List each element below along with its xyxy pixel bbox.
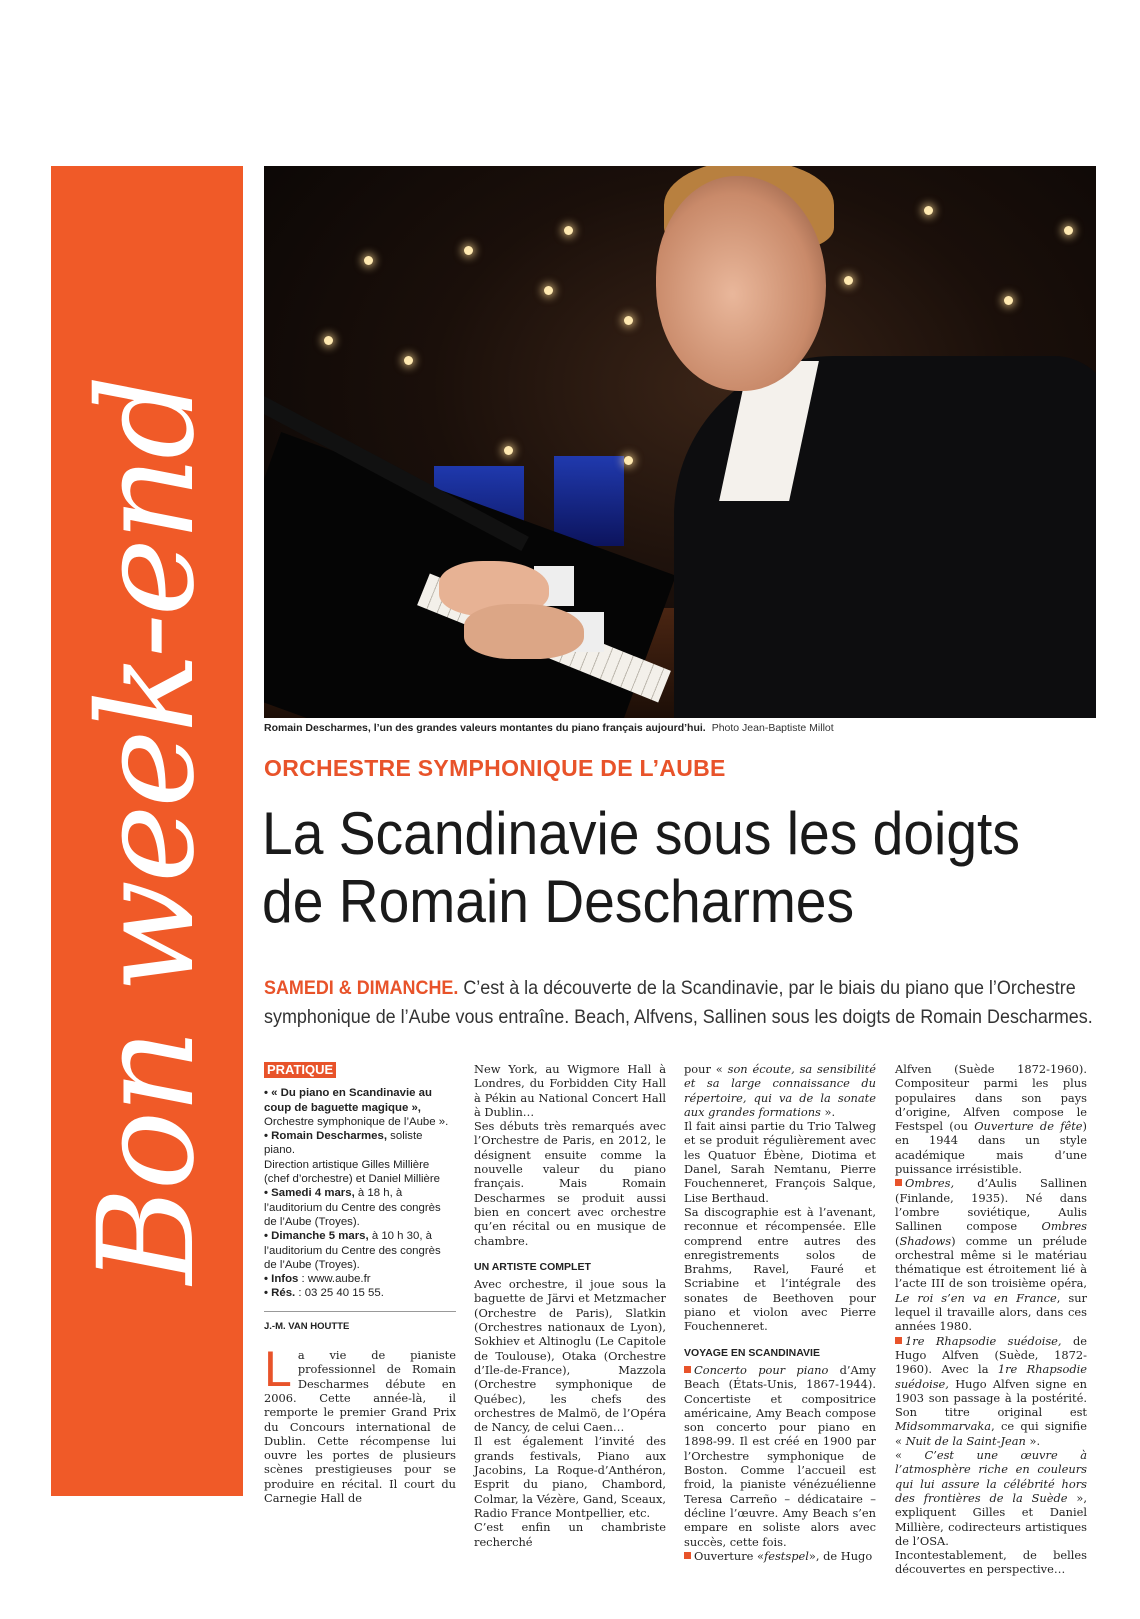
- pratique-line: [264, 1286, 456, 1300]
- pratique-bold: • Samedi 4 mars,: [264, 1187, 355, 1200]
- body-text: d’Aulis Sallinen (Finlande, 1935). Né dans l’ombre soviétique, Aulis Sallinen compose: [895, 1176, 1087, 1234]
- body-text: ».: [1025, 1433, 1041, 1448]
- pianist-photo: [264, 166, 1096, 718]
- pratique-bold: • Infos: [264, 1273, 299, 1286]
- body-paragraph: [684, 1363, 876, 1549]
- body-text: (: [895, 1233, 900, 1248]
- section-banner: [51, 166, 243, 1496]
- work-title: Ouverture de fête: [974, 1119, 1083, 1134]
- ceiling-light: [404, 356, 413, 365]
- pratique-bold: • Romain Descharmes,: [264, 1130, 388, 1143]
- caption-text: Romain Descharmes, l’un des grandes valeurs montantes du piano français aujourd’hui.: [264, 722, 706, 734]
- bullet-square-icon: [895, 1179, 902, 1186]
- ceiling-light: [844, 276, 853, 285]
- work-title: 1re Rhapsodie suédoise,: [895, 1362, 1087, 1391]
- body-text: , ce qui signifie «: [895, 1419, 1087, 1448]
- column-2: [474, 1062, 666, 1549]
- body-paragraph: [895, 1448, 1087, 1548]
- body-paragraph: [264, 1341, 456, 1506]
- ceiling-light: [1064, 226, 1073, 235]
- body-paragraph: C’est enfin un chambriste recherché: [474, 1520, 666, 1549]
- body-text: pour «: [684, 1062, 728, 1076]
- ceiling-light: [364, 256, 373, 265]
- standfirst-lead: SAMEDI & DIMANCHE.: [264, 977, 459, 999]
- work-title: festspel: [764, 1548, 809, 1563]
- body-text: ) comme un prélude orchestral même si le matériau thématique est étroitement lié à l’acte III de son troisième opéra,: [895, 1233, 1087, 1291]
- body-text: ».: [820, 1104, 836, 1119]
- work-title: Concerto pour piano: [694, 1362, 829, 1377]
- pratique-label: PRATIQUE: [264, 1062, 336, 1078]
- stage-light-panel: [554, 456, 624, 546]
- pratique-line: [264, 1229, 456, 1272]
- body-paragraph: [895, 1062, 1087, 1176]
- pratique-text: à 18 h, à l’auditorium du Centre des congrès de l’Aube (Troyes).: [264, 1187, 441, 1228]
- work-title: Shadows: [899, 1233, 952, 1248]
- body-text: , sur lequel il travaille alors, dans ces années 1980.: [895, 1290, 1088, 1334]
- pianist-face: [656, 176, 826, 391]
- body-text: a vie de pianiste professionnel de Romain Descharmes débute en 2006. Cette année-là, il remporte le premier Grand Prix du Concours international de Dublin. Cette récompense lui ouvre les portes de plusieurs scènes prestigieuses pour se produire en récital. Il court du Carnegie Hall de: [264, 1348, 456, 1506]
- pratique-text: : www.aube.fr: [298, 1273, 371, 1286]
- ceiling-light: [464, 246, 473, 255]
- pratique-line: [264, 1086, 456, 1129]
- ceiling-light: [504, 446, 513, 455]
- article-title: [262, 800, 1035, 936]
- body-paragraph: Il fait ainsi partie du Trio Talweg et se produit régulièrement avec les Quatuor Ébène, Diotima et Danel, Sarah Nemtanu, Pierre Fouchenneret, François Salque, Lise Berthaud.: [684, 1119, 876, 1205]
- bullet-square-icon: [684, 1366, 691, 1373]
- ceiling-light: [544, 286, 553, 295]
- subheading: VOYAGE EN SCANDINAVIE: [684, 1346, 820, 1359]
- pratique-line: [264, 1186, 456, 1229]
- body-paragraph: New York, au Wigmore Hall à Londres, du Forbidden City Hall à Pékin au National Concert Hall à Dublin…: [474, 1062, 666, 1119]
- ceiling-light: [624, 456, 633, 465]
- pratique-bold: • Rés.: [264, 1287, 296, 1300]
- pratique-line: Direction artistique Gilles Millière (chef d’orchestre) et Daniel Millière: [264, 1158, 440, 1186]
- article-kicker: ORCHESTRE SYMPHONIQUE DE L’AUBE: [264, 755, 726, 781]
- body-paragraph: [895, 1176, 1087, 1333]
- body-text: », expliquent Gilles et Daniel Millière, codirecteurs artistiques de l’OSA.: [895, 1490, 1087, 1548]
- divider: [264, 1311, 456, 1312]
- photo-caption: [264, 722, 1096, 734]
- body-paragraph: [684, 1062, 876, 1119]
- ceiling-light: [564, 226, 573, 235]
- body-text: Alfven (Suède 1872-1960). Compositeur parmi les plus populaires dans son pays d’origine, Alfven compose le Festspel (ou: [895, 1062, 1087, 1134]
- body-text: de Hugo Alfven (Suède, 1872-1960). Avec la: [895, 1333, 1087, 1377]
- body-text: ) en 1944 dans un style académique mais d’une puissance irrésistible.: [895, 1119, 1087, 1177]
- body-paragraph: [895, 1334, 1087, 1448]
- column-1: [264, 1062, 456, 1505]
- body-text: d’Amy Beach (États-Unis, 1867-1944). Concertiste et compositrice américaine, Amy Beach compose son concerto pour piano en 1898-99. Il est créé en 1900 par l’Orchestre symphonique de Boston. Comme l’accueil est froid, la pianiste vénézuélienne Teresa Carreño – dédicataire – décline l’œuvre. Amy Beach s’en empare en soliste alors avec succès, cette fois.: [684, 1362, 876, 1549]
- article-standfirst: [264, 974, 1097, 1032]
- pratique-line: [264, 1129, 456, 1158]
- column-4: [895, 1062, 1087, 1577]
- section-title: Bon week-end: [70, 377, 224, 1285]
- drop-cap: L: [264, 1341, 292, 1398]
- body-paragraph: Avec orchestre, il joue sous la baguette de Järvi et Metzmacher (Orchestre de Paris), Slatkin (Orchestres nationaux de Lyon), Sokhiev et Altinoglu (Le Capitole de Toulouse), Otaka (Orchestre d’Ile-de-France), Mazzola (Orchestre symphonique de Québec), les chefs des orchestres de Malmö, de l’Opéra de Nancy, de celui Caen…: [474, 1277, 666, 1435]
- work-title: Midsommarvaka: [895, 1419, 992, 1434]
- body-paragraph: Il est également l’invité des grands festivals, Piano aux Jacobins, La Roque-d’Anthéron, Esprit du piano, Chambord, Colmar, la Vézère, Gand, Sceaux, Radio France Montpellier, etc.: [474, 1434, 666, 1520]
- title-line: La Scandinavie sous les doigts: [262, 800, 1020, 867]
- ceiling-light: [324, 336, 333, 345]
- body-paragraph: Ses débuts très remarqués avec l’Orchestre de Paris, en 2012, le désignent ensuite comme la nouvelle valeur du piano français. Mais Romain Descharmes se produit aussi bien en concert avec orchestre qu’en récital ou en musique de chambre.: [474, 1119, 666, 1248]
- quote-text: C’est une œuvre à l’atmosphère riche en couleurs qui lui assure la célébrité hors des frontières de la Suède: [895, 1448, 1087, 1505]
- body-paragraph: Incontestablement, de belles découvertes en perspective…: [895, 1548, 1087, 1577]
- work-title: Ombres: [1041, 1219, 1087, 1234]
- title-line: de Romain Descharmes: [262, 868, 855, 935]
- pianist-hand: [464, 604, 584, 659]
- pratique-bold: • Dimanche 5 mars,: [264, 1230, 369, 1243]
- body-text: Ouverture «: [694, 1548, 764, 1563]
- pratique-line: [264, 1272, 456, 1286]
- bullet-square-icon: [684, 1552, 691, 1559]
- body-text: Hugo Alfven signe en 1903 son passage à la postérité. Son titre original est: [895, 1376, 1087, 1420]
- work-title: Ombres,: [905, 1176, 955, 1191]
- standfirst-text: C’est à la découverte de la Scandinavie, par le biais du piano que l’Orchestre symphonique de l’Aube vous entraîne. Beach, Alfvens, Sallinen sous les doigts de Romain Descharmes.: [264, 977, 1093, 1028]
- pratique-text: Orchestre symphonique de l’Aube ».: [264, 1115, 449, 1128]
- byline: J.-M. VAN HOUTTE: [264, 1320, 350, 1332]
- quote-text: son écoute, sa sensibilité et sa large connaissance du répertoire, qui va de la sonate aux grandes formations: [684, 1062, 876, 1119]
- subheading: UN ARTISTE COMPLET: [474, 1260, 591, 1273]
- column-3: [684, 1062, 876, 1563]
- body-paragraph: [684, 1549, 876, 1563]
- ceiling-light: [624, 316, 633, 325]
- pratique-text: à 10 h 30, à l’auditorium du Centre des congrès de l’Aube (Troyes).: [264, 1230, 441, 1271]
- photo-credit: Photo Jean-Baptiste Millot: [711, 722, 834, 734]
- bullet-square-icon: [895, 1337, 902, 1344]
- ceiling-light: [924, 206, 933, 215]
- pratique-text: soliste piano.: [264, 1130, 423, 1157]
- work-title: 1re Rhapsodie suédoise,: [905, 1333, 1062, 1348]
- body-text: «: [895, 1448, 925, 1463]
- work-title: Le roi s’en va en France: [895, 1290, 1057, 1305]
- body-text: », de Hugo: [808, 1548, 873, 1563]
- work-title: Nuit de la Saint-Jean: [905, 1433, 1026, 1448]
- pratique-text: : 03 25 40 15 55.: [295, 1287, 384, 1300]
- pratique-bold: • « Du piano en Scandinavie au coup de baguette magique »,: [264, 1087, 432, 1114]
- ceiling-light: [1004, 296, 1013, 305]
- body-paragraph: Sa discographie est à l’avenant, reconnue et récompensée. Elle comprend entre autres des enregistrements solos de Brahms, Ravel, Fauré et Scriabine et l’intégrale des sonates de Beethoven pour piano et violon avec Pierre Fouchenneret.: [684, 1204, 876, 1334]
